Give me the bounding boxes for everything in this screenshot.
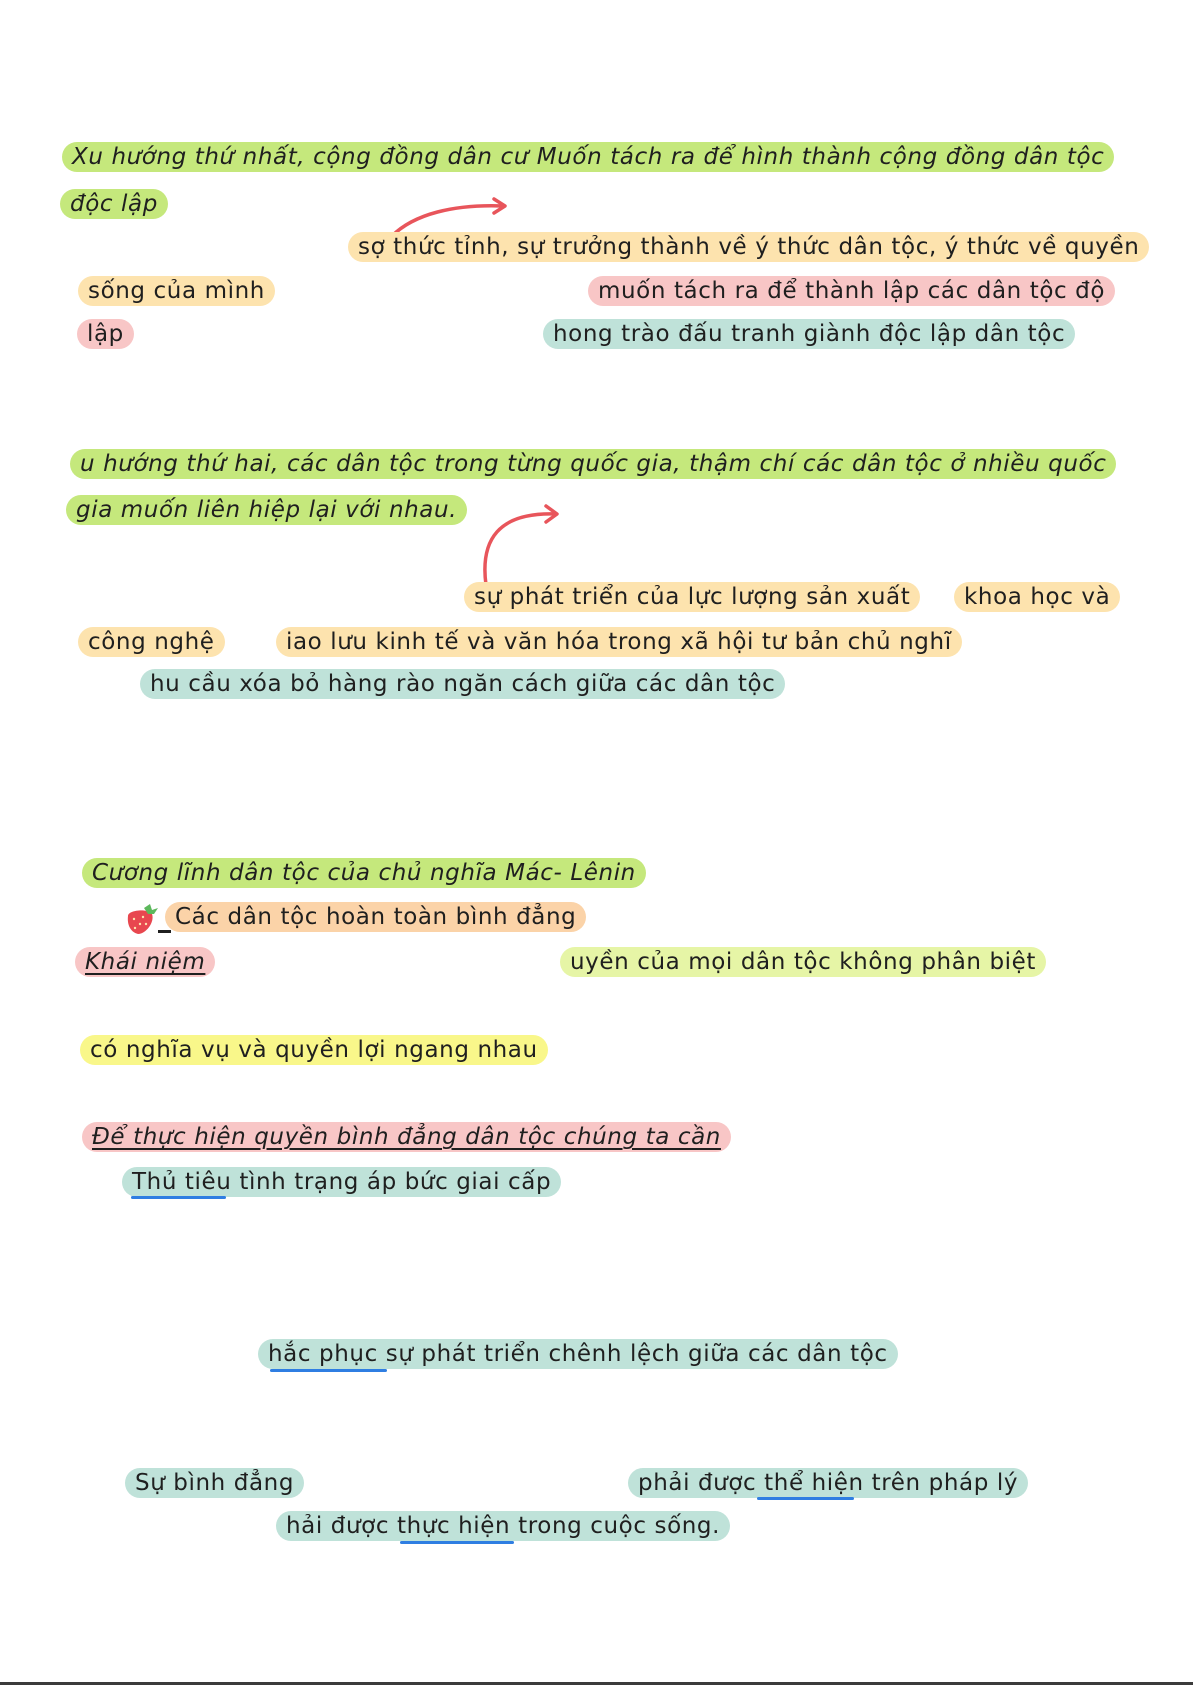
- section3-concept-text2: có nghĩa vụ và quyền lợi ngang nhau: [80, 1035, 548, 1065]
- section3-equality-life: hải được thực hiện trong cuộc sống.: [276, 1511, 730, 1541]
- section3-implement-2: hắc phục sự phát triển chênh lệch giữa các dân tộc: [258, 1339, 898, 1369]
- section3-implement-1: Thủ tiêu tình trạng áp bức giai cấp: [122, 1167, 561, 1197]
- section3-point1: Các dân tộc hoàn toàn bình đẳng: [165, 902, 586, 932]
- section2-cause-b: khoa học và: [954, 582, 1120, 612]
- section3-concept-text: uyền của mọi dân tộc không phân biệt: [560, 947, 1046, 977]
- section2-heading-line1: u hướng thứ hai, các dân tộc trong từng quốc gia, thậm chí các dân tộc ở nhiều quốc: [70, 449, 1116, 479]
- implement-1-underline: [131, 1196, 226, 1199]
- section1-result-a: muốn tách ra để thành lập các dân tộc độ: [588, 276, 1115, 306]
- section1-heading-line2: độc lập: [60, 189, 168, 219]
- equality-life-underline: [400, 1541, 514, 1544]
- section3-equality-legal: phải được thể hiện trên pháp lý: [628, 1468, 1028, 1498]
- section2-cause-c: công nghệ: [78, 627, 225, 657]
- section1-cause-b: sống của mình: [78, 276, 275, 306]
- curved-arrow-icon: [478, 500, 568, 590]
- implement-2-underline: [270, 1369, 387, 1372]
- section3-implement-label: Để thực hiện quyền bình đẳng dân tộc chúng ta cần: [82, 1122, 731, 1152]
- section3-title: Cương lĩnh dân tộc của chủ nghĩa Mác- Lênin: [82, 858, 646, 888]
- section1-cause-a: sợ thức tỉnh, sự trưởng thành về ý thức dân tộc, ý thức về quyền: [348, 232, 1149, 262]
- section3-equality-label: Sự bình đẳng: [125, 1468, 304, 1498]
- section2-exchange: iao lưu kinh tế và văn hóa trong xã hội tư bản chủ nghĩ: [276, 627, 962, 657]
- section2-heading-line2: gia muốn liên hiệp lại với nhau.: [66, 495, 467, 525]
- section1-movement: hong trào đấu tranh giành độc lập dân tộc: [543, 319, 1075, 349]
- equality-legal-underline: [757, 1497, 854, 1500]
- section3-concept-label: Khái niệm: [75, 947, 215, 977]
- section1-result-b: lập: [77, 319, 134, 349]
- section2-need: hu cầu xóa bỏ hàng rào ngăn cách giữa các dân tộc: [140, 669, 785, 699]
- section2-cause-a: sự phát triển của lực lượng sản xuất: [464, 582, 920, 612]
- section1-heading-line1: Xu hướng thứ nhất, cộng đồng dân cư Muốn tách ra để hình thành cộng đồng dân tộc: [62, 142, 1114, 172]
